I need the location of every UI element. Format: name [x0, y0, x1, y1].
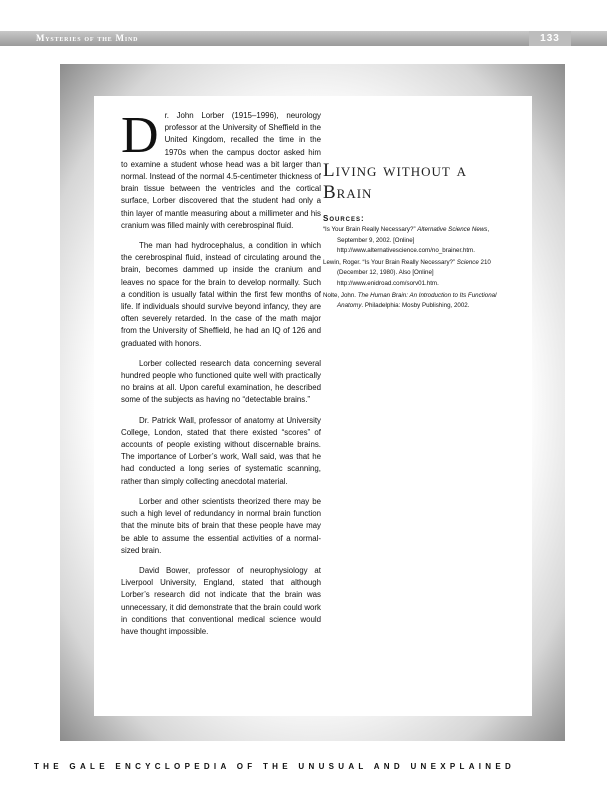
article-paragraph: Lorber and other scientists theorized there may be such a high level of redundancy in normal brain function that the minute bits of brain that these people have may be able to assume the essential activities of a normal-sized brain. [121, 496, 321, 555]
article-paragraph: Lorber collected research data concerning several hundred people who functioned quite well with practically no brains at all. Upon careful examination, he described some of the subjects as having no “detectable brains.” [121, 358, 321, 405]
running-header-title: Mysteries of the Mind [36, 33, 139, 43]
source-entry: Lewin, Roger. “Is Your Brain Really Necessary?” Science 210 (December 12, 1980). Also [Online] http://www.enidroad.com/sorv01.htm. [323, 258, 491, 287]
page-number: 133 [529, 31, 571, 46]
running-footer: THE GALE ENCYCLOPEDIA OF THE UNUSUAL AND UNEXPLAINED [34, 762, 516, 771]
source-entry: “Is Your Brain Really Necessary?” Alternative Science News, September 9, 2002. [Online] http://www.alternativescience.com/no_brainer.htm. [323, 226, 490, 255]
sidebar-title: Living without a Brain [323, 160, 467, 203]
article-paragraph: Dr. Patrick Wall, professor of anatomy at University College, London, stated that there existed “scores” of accounts of people existing without discernable brains. The importance of Lorber’s work, Wall said, was that he had conducted a long series of systematic scanning, rather than simply collecting anecdotal material. [121, 415, 321, 486]
sidebar [323, 160, 513, 313]
article-paragraph: The man had hydrocephalus, a condition in which the cerebrospinal fluid, instead of circulating around the brain, becomes dammed up inside the cranium and leaves no space for the brain to develop normally. Such a condition is usually fatal within the first few months of life. If individuals should survive beyond infancy, they are often severely retarded. In the case of the math major from the University of Sheffield, he had an IQ of 126 and graduated with honors. [121, 241, 321, 348]
source-entry: Nolte, John. The Human Brain: An Introduction to Its Functional Anatomy. Philadelphia: Mosby Publishing, 2002. [323, 291, 497, 310]
article-paragraph: David Bower, professor of neurophysiology at Liverpool University, England, stated that although Lorber’s research did not indicate that the brain was unnecessary, it did demonstrate that the brain could work in conditions that conventional medical science would have thought impossible. [121, 565, 321, 636]
article-paragraph: Dr. John Lorber (1915–1996), neurology professor at the University of Sheffield in the United Kingdom, recalled the time in the 1970s when the campus doctor asked him to examine a student whose head was a bit larger than normal. Instead of the normal 4.5-centimeter thickness of brain tissue between the ventricles and the cortical surface, Lorber discovered that the student had only a thin layer of mantle measuring about a millimeter and his cranium was filled mainly with cerebrospinal fluid. [121, 107, 321, 230]
sources-heading: Sources: [323, 214, 365, 223]
drop-cap: D [121, 107, 159, 164]
article-body [121, 107, 321, 646]
